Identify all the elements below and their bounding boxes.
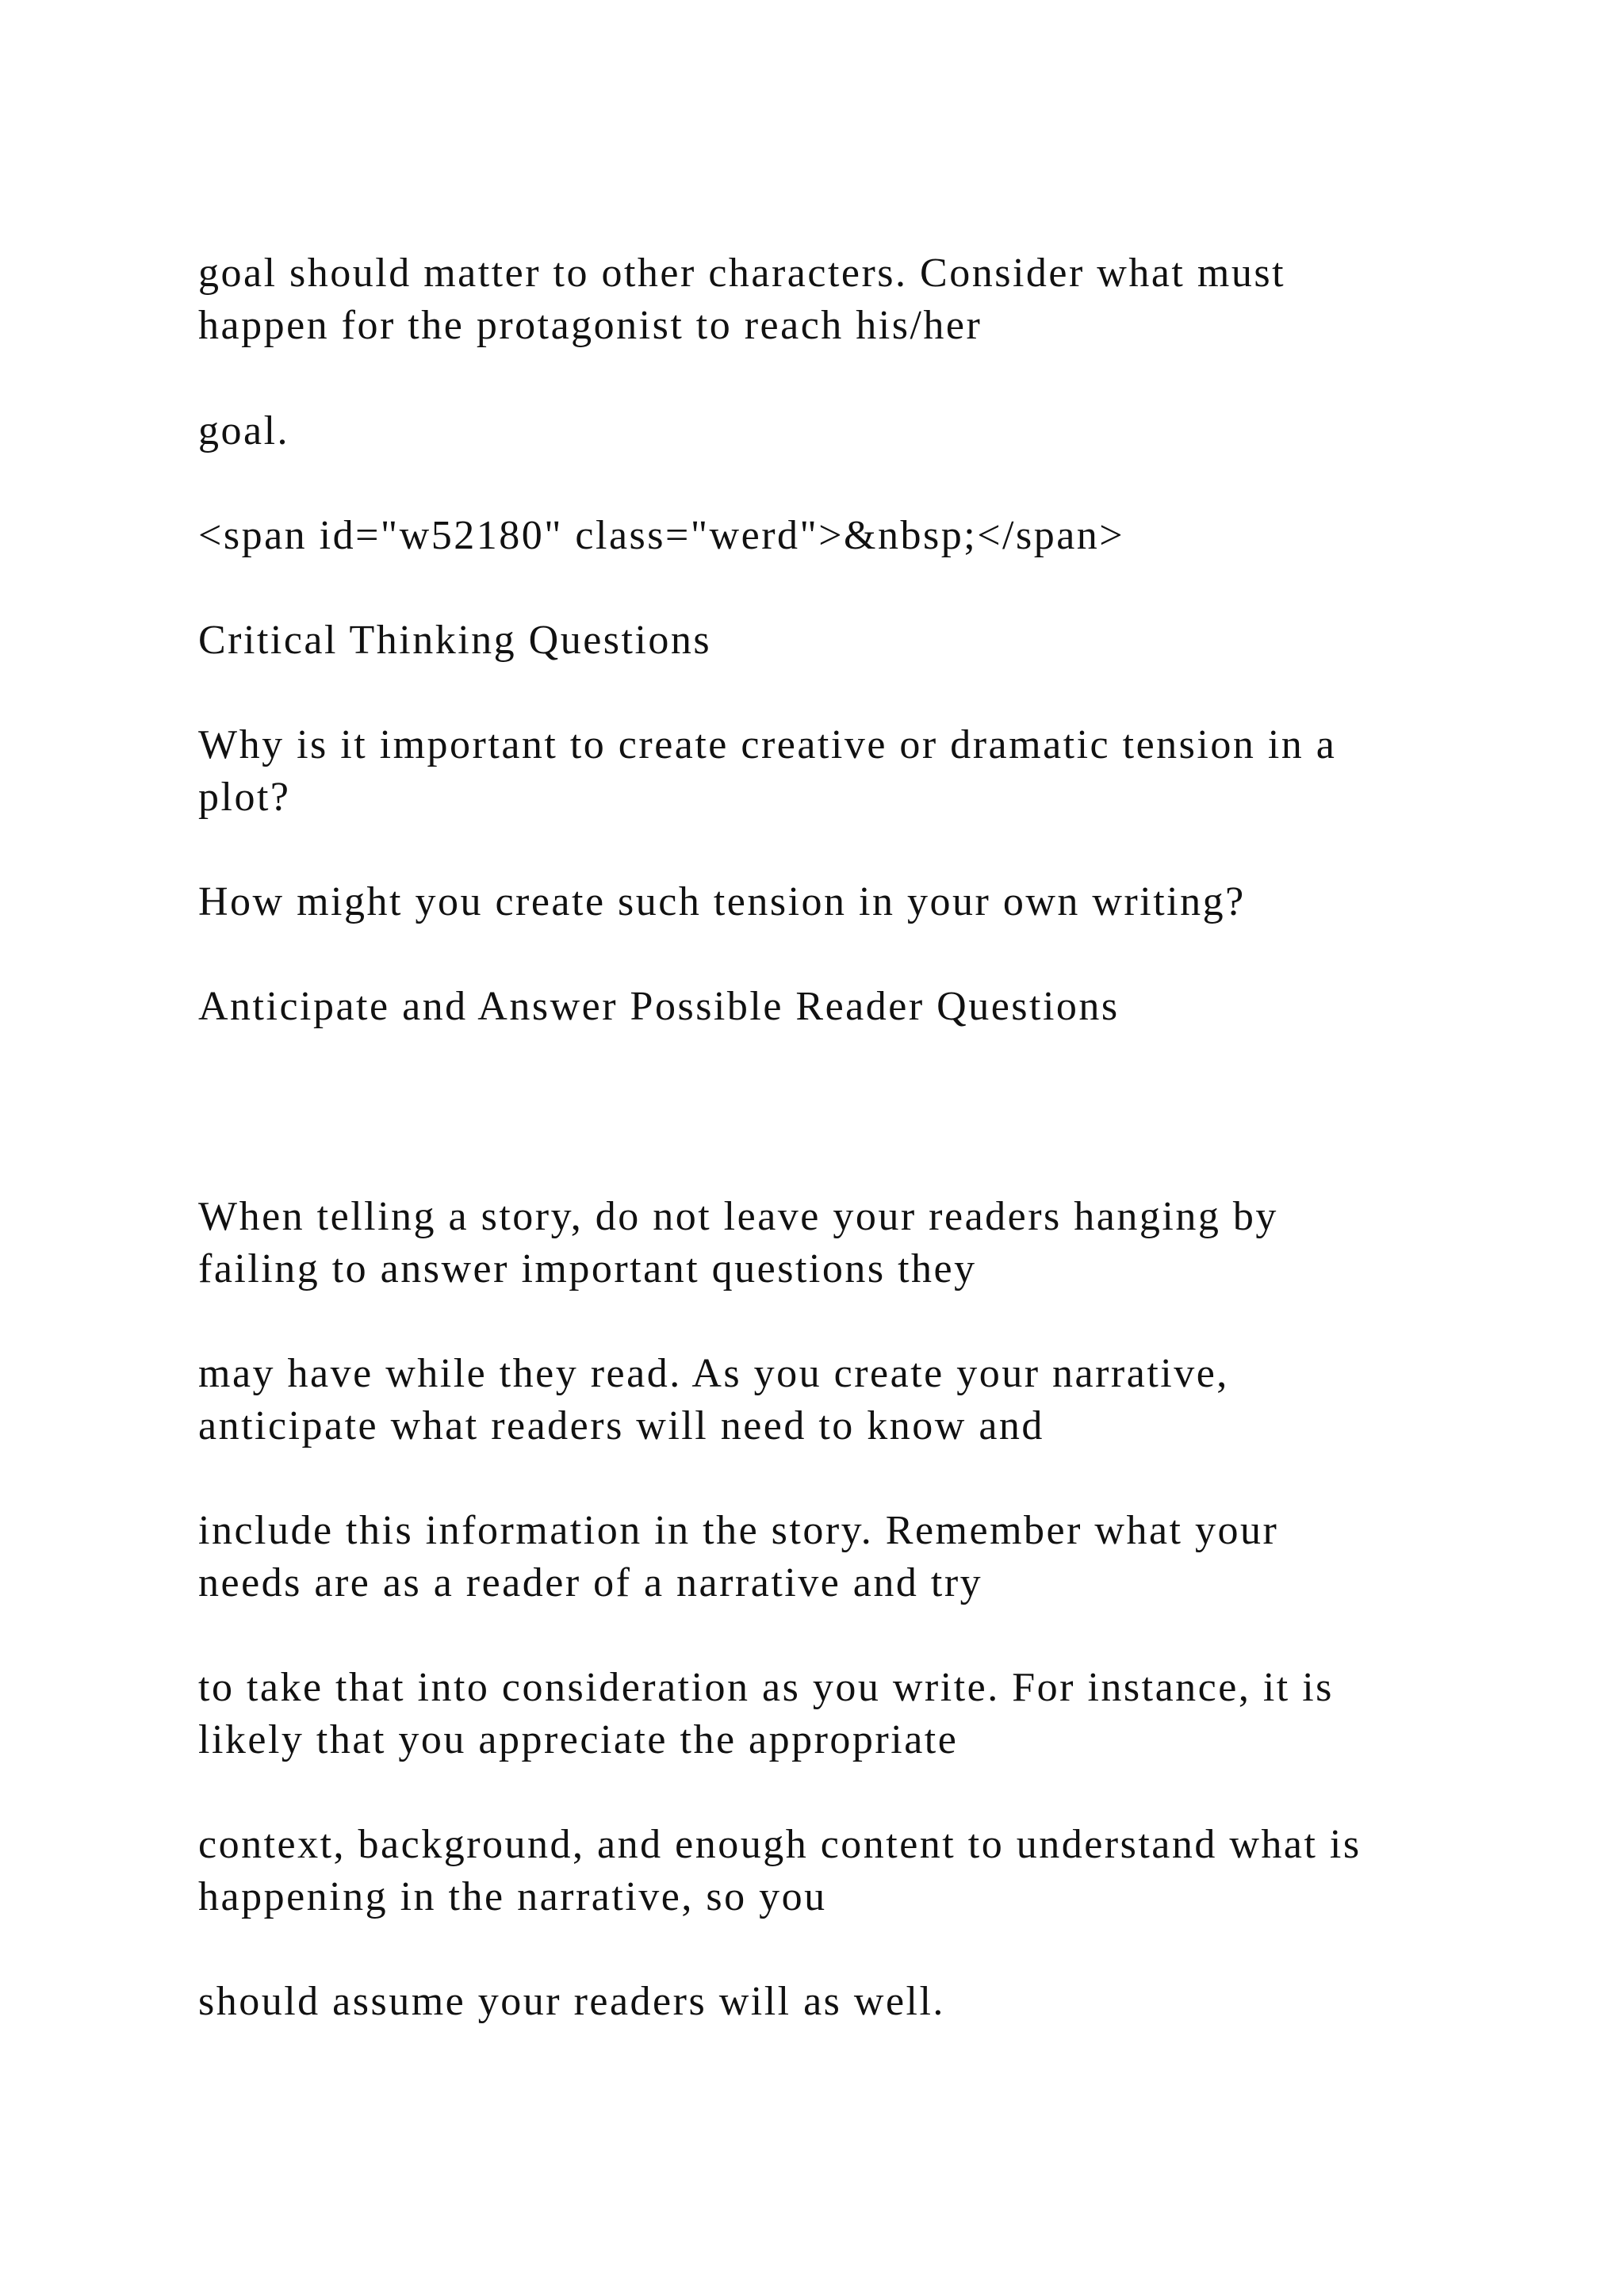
text-line: may have while they read. As you create your narrative,: [198, 1351, 1229, 1396]
text-line: anticipate what readers will need to know and: [198, 1403, 1044, 1448]
text-line: failing to answer important questions they: [198, 1246, 977, 1292]
text-line: When telling a story, do not leave your readers hanging by: [198, 1194, 1278, 1239]
text-line: Critical Thinking Questions: [198, 618, 712, 663]
text-line: plot?: [198, 775, 291, 820]
paragraph-goal: [198, 405, 1546, 457]
text-line: goal should matter to other characters. Consider what must: [198, 251, 1286, 296]
text-line: needs are as a reader of a narrative and try: [198, 1560, 983, 1605]
paragraph-goal-matters: [198, 247, 1546, 352]
paragraph-why-tension: [198, 719, 1546, 824]
heading-critical-thinking-questions: [198, 614, 1546, 667]
paragraph-may-have: [198, 1348, 1546, 1452]
text-line: likely that you appreciate the appropriate: [198, 1717, 959, 1762]
text-line: context, background, and enough content to understand what is: [198, 1822, 1362, 1867]
paragraph-include-information: [198, 1505, 1546, 1609]
text-line: should assume your readers will as well.: [198, 1979, 945, 2024]
paragraph-take-into-consideration: [198, 1662, 1546, 1766]
heading-anticipate-reader-questions: [198, 981, 1546, 1033]
text-line: include this information in the story. Remember what your: [198, 1508, 1279, 1553]
paragraph-assume-readers: [198, 1976, 1546, 2028]
text-line: Why is it important to create creative or dramatic tension in a: [198, 722, 1337, 767]
text-line: How might you create such tension in your own writing?: [198, 879, 1246, 924]
text-line: <span id="w52180" class="werd">&nbsp;</span>: [198, 513, 1125, 558]
text-line: happen for the protagonist to reach his/her: [198, 303, 982, 348]
text-line: Anticipate and Answer Possible Reader Questions: [198, 984, 1120, 1029]
paragraph-telling-story: [198, 1191, 1546, 1295]
paragraph-how-tension: [198, 876, 1546, 928]
text-line: to take that into consideration as you write. For instance, it is: [198, 1665, 1334, 1710]
paragraph-raw-html-span: [198, 510, 1546, 562]
paragraph-context-background: [198, 1819, 1546, 1923]
text-line: happening in the narrative, so you: [198, 1874, 827, 1919]
text-line: goal.: [198, 408, 290, 453]
